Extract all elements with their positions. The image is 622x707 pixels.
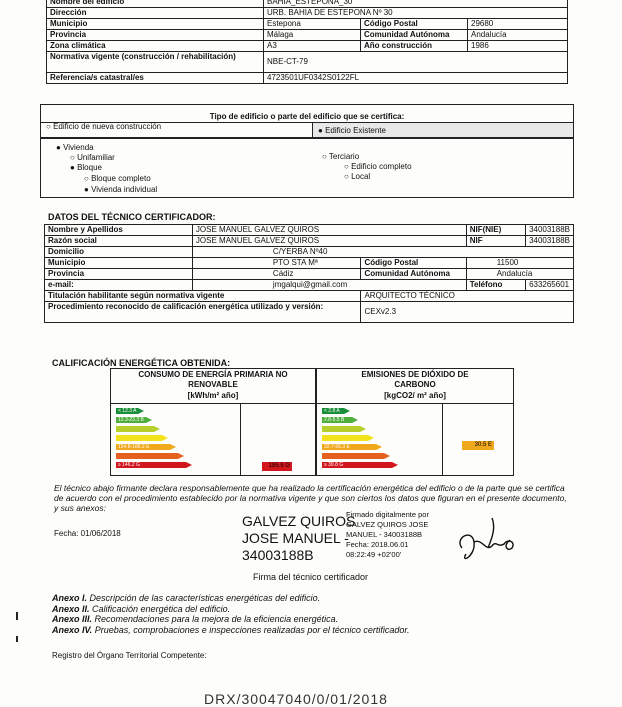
radio-label: Edificio completo <box>351 162 412 171</box>
signature-caption: Firma del técnico certificador <box>253 572 369 582</box>
cell-label: Domicilio <box>45 247 193 258</box>
cell-value: 1986 <box>468 41 568 52</box>
sig-line: 08:22:49 +02'00' <box>346 550 402 559</box>
cell-label: Comunidad Autónoma <box>361 30 468 41</box>
col1-scale-bar <box>116 435 162 441</box>
registry-label: Registro del Órgano Territorial Competente: <box>52 651 207 660</box>
radio-bloque-completo[interactable]: ○ Bloque completo <box>84 174 151 183</box>
radio-label: Vivienda individual <box>91 185 158 194</box>
cell-value: Andalucía <box>468 30 568 41</box>
col2-divider <box>442 404 443 476</box>
radio-bloque[interactable]: ● Bloque <box>70 163 102 172</box>
col2-unit: [kgCO2/ m² año] <box>384 391 446 400</box>
cell-value: C/YERBA Nº40 <box>192 247 573 258</box>
sig-line: Fecha: 2018.06.01 <box>346 540 409 549</box>
cell-value: BAHIA_ESTEPONA_30 <box>264 0 568 8</box>
cell-label: Razón social <box>45 236 193 247</box>
col1-unit: [kWh/m² año] <box>187 391 239 400</box>
table-row <box>45 247 574 258</box>
table-row <box>45 280 574 291</box>
table-row <box>47 73 568 84</box>
cell-value: CEXv2.3 <box>361 302 574 323</box>
col2-scale-bar: < 2.8 A <box>322 408 344 414</box>
table-row <box>45 269 574 280</box>
table-row <box>45 225 574 236</box>
cell-label: Teléfono <box>466 280 525 291</box>
signature-name-line2: JOSE MANUEL - <box>242 530 349 546</box>
cell-value: 34003188B <box>526 236 574 247</box>
cell-label: Procedimiento reconocido de calificación energética utilizado y versión: <box>45 302 361 323</box>
cell-label: Titulación habilitante según normativa vigente <box>45 291 361 302</box>
list-item <box>52 625 410 636</box>
col2-title: EMISIONES DE DIÓXIDO DE CARBONO <box>361 370 469 389</box>
cell-value: jmgalqui@gmail.com <box>192 280 466 291</box>
cell-value: 11500 <box>466 258 573 269</box>
cell-label: Municipio <box>47 19 264 30</box>
radio-local[interactable]: ○ Local <box>344 172 371 181</box>
table-row <box>47 19 568 30</box>
cell-label: Nombre y Apellidos <box>45 225 193 236</box>
radio-label: Terciario <box>328 152 360 161</box>
cell-value: JOSE MANUEL GALVEZ QUIROS <box>192 236 466 247</box>
radio-vivienda-individual[interactable]: ● Vivienda individual <box>84 185 158 194</box>
col1-scale-bar: 154.8-189.2 E <box>116 444 170 450</box>
signature-name-line3: 34003188B <box>242 547 314 563</box>
col2-scale-bar <box>322 435 368 441</box>
table-row <box>45 258 574 269</box>
radio-existing[interactable]: ● Edificio Existente <box>318 126 386 135</box>
radio-new-construction[interactable]: ○ Edificio de nueva construcción <box>46 122 162 131</box>
cell-value: A3 <box>264 41 361 52</box>
annex-list <box>52 593 410 635</box>
radio-label: Bloque completo <box>91 174 151 183</box>
cell-value: Andalucía <box>466 269 573 280</box>
col2-scale-bar: 2.8-5.5 B <box>322 417 352 423</box>
cell-label: Municipio <box>45 258 193 269</box>
building-table <box>46 0 568 84</box>
table-row <box>45 236 574 247</box>
cell-value: 34003188B <box>526 225 574 236</box>
signature-name-line1: GALVEZ QUIROS <box>242 513 356 529</box>
radio-label: Unifamiliar <box>77 153 115 162</box>
cell-label: NIF(NIE) <box>466 225 525 236</box>
annex-text: Calificación energética del edificio. <box>92 603 231 614</box>
annex-num: Anexo III. <box>52 614 93 624</box>
radio-label: Local <box>351 172 371 181</box>
sig-line: GALVEZ QUIROS JOSE <box>346 520 429 529</box>
col1-scale-bar <box>116 426 154 432</box>
table-row <box>47 30 568 41</box>
sig-line: MANUEL - 34003188B <box>346 530 423 539</box>
annex-text: Pruebas, comprobaciones e inspecciones realizadas por el técnico certificador. <box>94 624 410 635</box>
edge-mark <box>16 636 18 642</box>
col2-scale-bar: ≥ 39.8 G <box>322 462 392 468</box>
cell-label: Código Postal <box>361 258 466 269</box>
building-type-header: Tipo de edificio o parte del edificio que se certifica: <box>209 112 405 121</box>
cell-value: NBE-CT-79 <box>264 52 568 73</box>
list-item <box>52 604 410 615</box>
cell-label: NIF <box>466 236 525 247</box>
col2-scale-bar <box>322 426 360 432</box>
cell-value: Cádiz <box>192 269 361 280</box>
col2-result-marker: 30.5 E <box>462 441 494 450</box>
cell-label: e-mail: <box>45 280 193 291</box>
cell-value: PTO STA Mª <box>192 258 361 269</box>
cell-label: Provincia <box>47 30 264 41</box>
handwritten-signature <box>452 508 532 570</box>
rating-title: CALIFICACIÓN ENERGÉTICA OBTENIDA: <box>52 358 231 368</box>
cell-label: Año construcción <box>361 41 468 52</box>
footer-code: DRX/30047040/0/01/2018 <box>204 691 388 707</box>
technician-title: DATOS DEL TÉCNICO CERTIFICADOR: <box>48 212 216 222</box>
annex-text: Recomendaciones para la mejora de la eficiencia energética. <box>94 614 339 624</box>
col2-scale-bar: 32.7-56.3 E <box>322 444 376 450</box>
technician-table <box>44 224 574 323</box>
col1-scale-bar <box>116 453 178 459</box>
cell-label: Zona climática <box>47 41 264 52</box>
col2-scale-bar <box>322 453 384 459</box>
table-row <box>47 41 568 52</box>
sig-line: Firmado digitalmente por <box>346 510 429 519</box>
cell-label: Provincia <box>45 269 193 280</box>
col1-divider <box>240 404 241 476</box>
col1-title: CONSUMO DE ENERGÍA PRIMARIA NO RENOVABLE <box>138 370 288 389</box>
radio-edificio-completo[interactable]: ○ Edificio completo <box>344 162 412 171</box>
cell-label: Comunidad Autónoma <box>361 269 466 280</box>
table-row <box>45 302 574 323</box>
radio-vivienda[interactable]: ● Vivienda <box>56 143 94 152</box>
col1-scale-bar: 12.3-23.3 B <box>116 417 146 423</box>
cell-value: JOSE MANUEL GALVEZ QUIROS <box>192 225 466 236</box>
col1-result-marker: 185.5 G <box>262 462 292 471</box>
cell-value: 633265601 <box>526 280 574 291</box>
cell-label: Dirección <box>47 8 264 19</box>
list-item <box>52 593 410 604</box>
digital-signature-info <box>346 510 429 560</box>
edge-mark <box>16 612 18 620</box>
cell-value: 29680 <box>468 19 568 30</box>
table-row <box>47 52 568 73</box>
cell-label: Código Postal <box>361 19 468 30</box>
radio-unifamiliar[interactable]: ○ Unifamiliar <box>70 153 115 162</box>
date-text: Fecha: 01/06/2018 <box>54 529 121 538</box>
radio-label: Vivienda <box>63 143 94 152</box>
list-item <box>52 614 410 625</box>
declaration-text: El técnico abajo firmante declara responsablemente que ha realizado la certificación energética del edificio o de la parte que se certifica de acuerdo con el procedimiento establecido por la normativa vigente y que son ciertos los datos que figuran en el presente documento, y sus anexos: <box>54 483 567 513</box>
annex-text: Descripción de las características energéticas del edificio. <box>89 593 321 603</box>
annex-num: Anexo IV. <box>52 624 93 635</box>
radio-label: Edificio Existente <box>325 126 386 135</box>
radio-terciario[interactable]: ○ Terciario <box>322 152 360 161</box>
cell-value: URB. BAHIA DE ESTEPONA Nº 30 <box>264 8 568 19</box>
radio-label: Bloque <box>77 163 102 172</box>
col1-scale-bar: < 12.3 A <box>118 408 137 414</box>
annex-num: Anexo II. <box>52 603 90 614</box>
cell-label: Referencia/s catastral/es <box>47 73 264 84</box>
cell-value: Málaga <box>264 30 361 41</box>
cell-label: Nombre del edificio <box>47 0 264 8</box>
cell-label: Normativa vigente (construcción / rehabilitación) <box>47 52 264 73</box>
table-row <box>47 0 568 8</box>
col1-scale-bar: ≥ 146.2 G <box>116 462 186 468</box>
radio-label: Edificio de nueva construcción <box>53 122 162 131</box>
annex-num: Anexo I. <box>52 593 88 603</box>
cell-value: ARQUITECTO TÉCNICO <box>361 291 574 302</box>
cell-value: Estepona <box>264 19 361 30</box>
cell-value: 4723501UF0342S0122FL <box>264 73 568 84</box>
table-row <box>47 8 568 19</box>
table-row <box>45 291 574 302</box>
